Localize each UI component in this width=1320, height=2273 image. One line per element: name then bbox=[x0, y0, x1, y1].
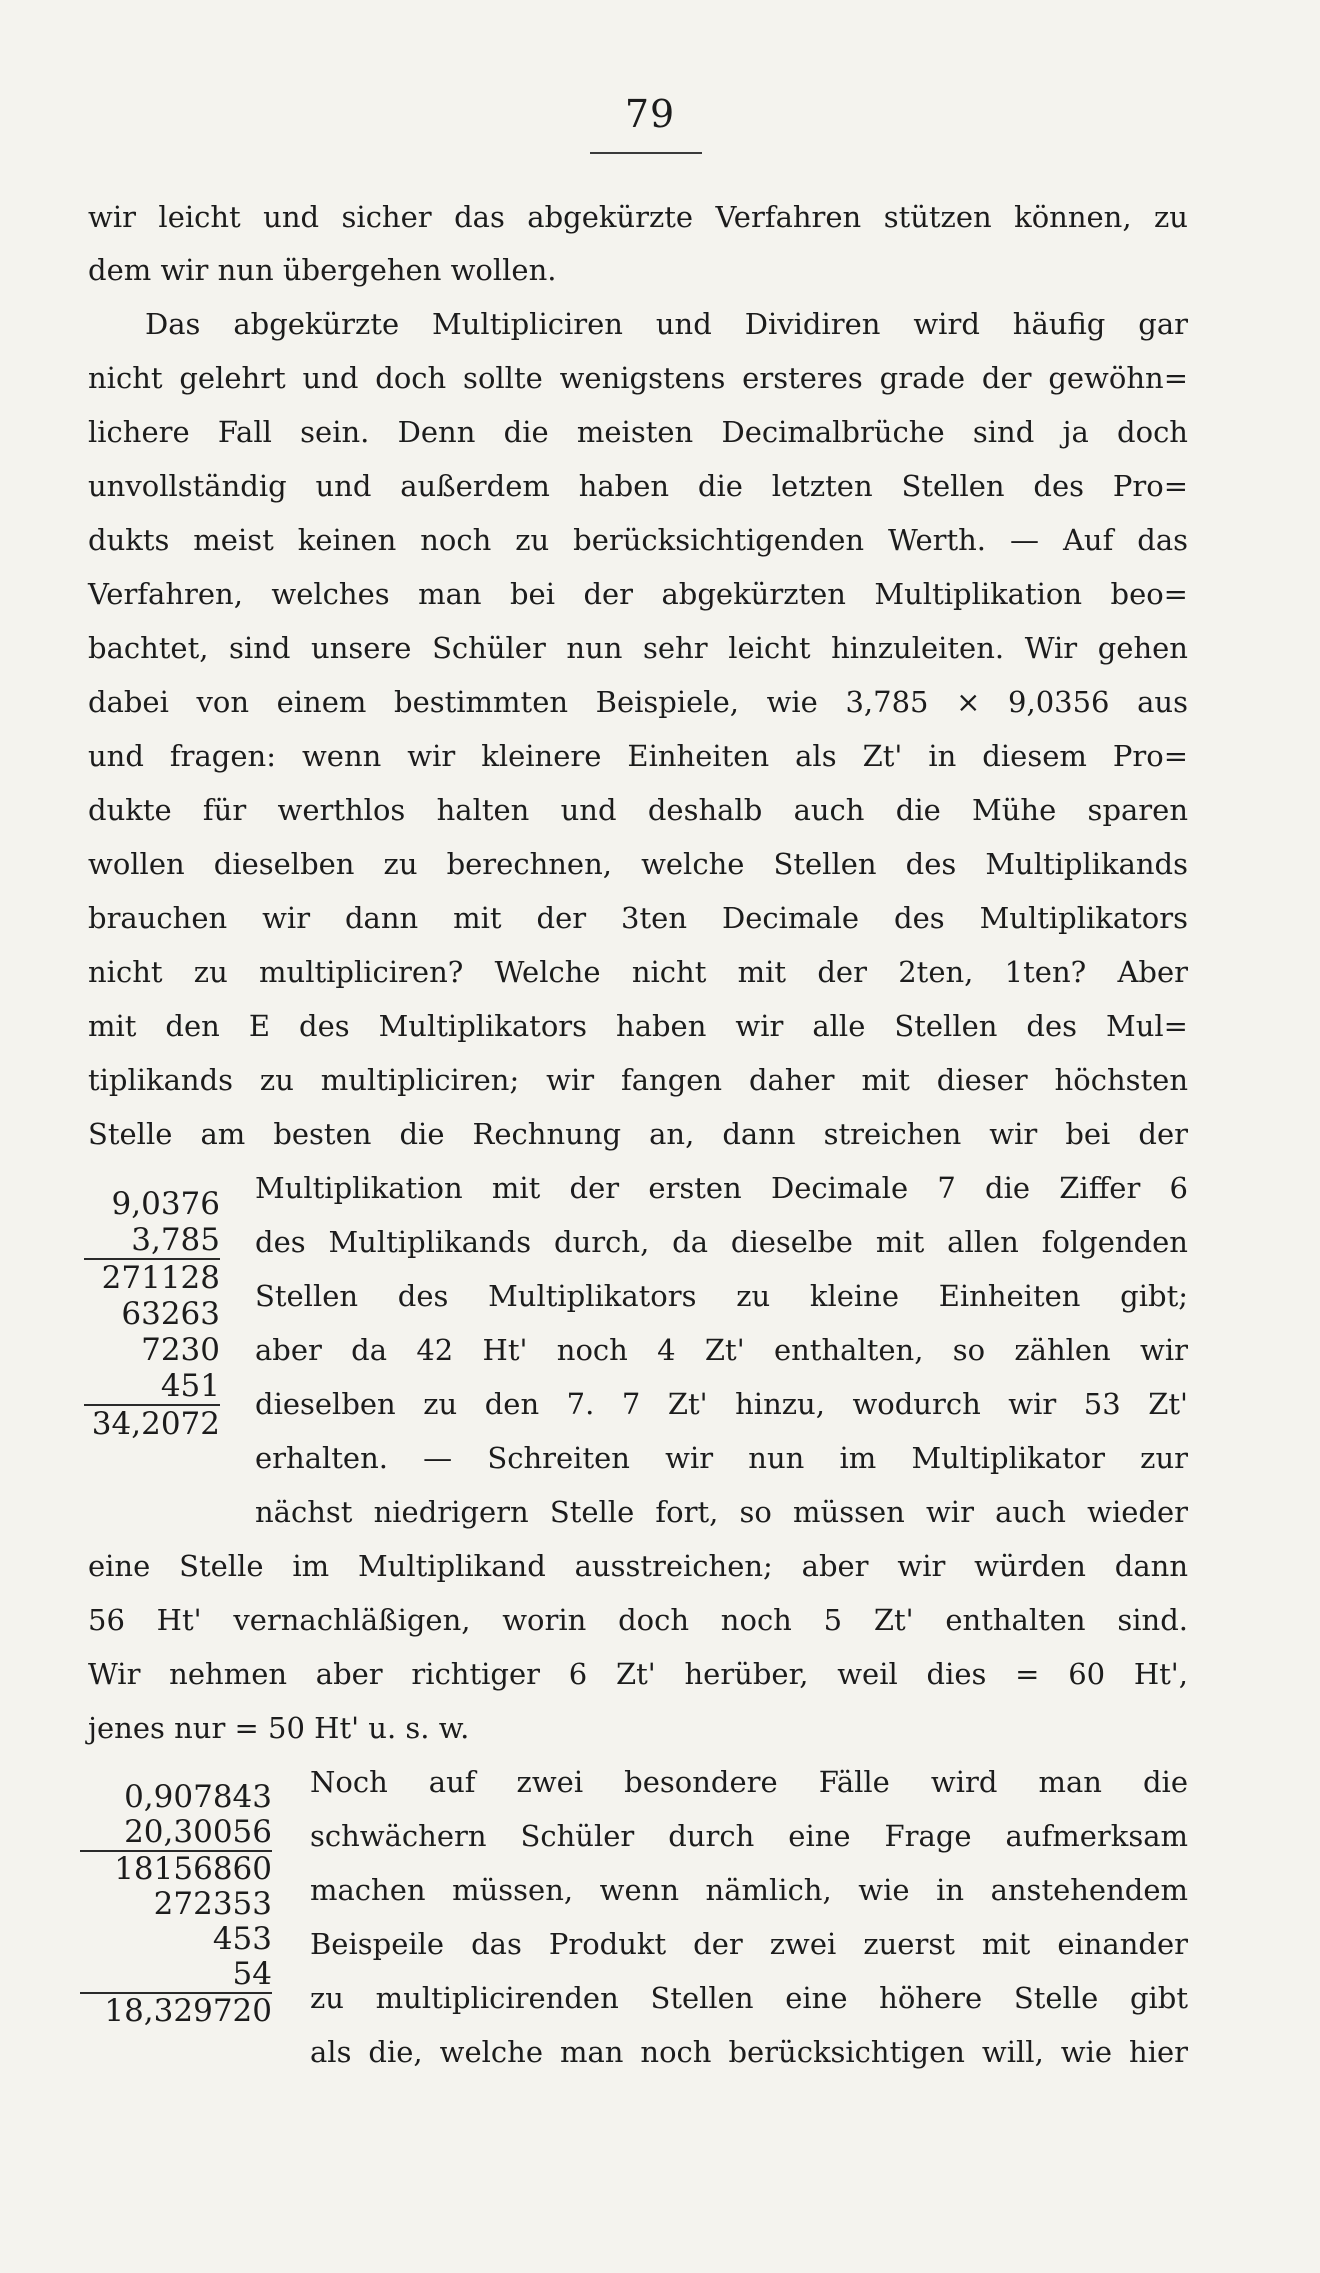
multiplication-example-2 bbox=[80, 1780, 272, 2029]
calc-row: 271128 bbox=[101, 1260, 220, 1296]
text-line: Verfahren, welches man bei der abgekürzten Multiplikation beo= bbox=[88, 577, 1188, 611]
calc-row: 20,30056 bbox=[80, 1815, 272, 1852]
text-line: jenes nur = 50 Ht' u. s. w. bbox=[88, 1711, 470, 1745]
text-line: Multiplikation mit der ersten Decimale 7 die Ziffer 6 bbox=[255, 1171, 1188, 1205]
header-rule bbox=[590, 152, 702, 154]
calc-result: 18,329720 bbox=[104, 1993, 272, 2029]
text-line: erhalten. — Schreiten wir nun im Multiplikator zur bbox=[255, 1441, 1188, 1475]
text-line: brauchen wir dann mit der 3ten Decimale des Multiplikators bbox=[88, 901, 1188, 935]
text-line: schwächern Schüler durch eine Frage aufmerksam bbox=[310, 1819, 1188, 1853]
text-line: Noch auf zwei besondere Fälle wird man die bbox=[310, 1765, 1188, 1799]
text-line: machen müssen, wenn nämlich, wie in anstehendem bbox=[310, 1873, 1188, 1907]
text-line: und fragen: wenn wir kleinere Einheiten als Zt' in diesem Pro= bbox=[88, 739, 1188, 773]
text-line: eine Stelle im Multiplikand ausstreichen; aber wir würden dann bbox=[88, 1549, 1188, 1583]
multiplication-example-1 bbox=[84, 1186, 220, 1442]
text-line: wir leicht und sicher das abgekürzte Verfahren stützen können, zu bbox=[88, 200, 1188, 234]
text-line: bachtet, sind unsere Schüler nun sehr leicht hinzuleiten. Wir gehen bbox=[88, 631, 1188, 665]
text-line: des Multiplikands durch, da dieselbe mit allen folgenden bbox=[255, 1225, 1188, 1259]
calc-row: 54 bbox=[80, 1957, 272, 1994]
text-line: unvollständig und außerdem haben die letzten Stellen des Pro= bbox=[88, 469, 1188, 503]
text-line: dem wir nun übergehen wollen. bbox=[88, 253, 557, 287]
calc-row: 3,785 bbox=[84, 1222, 220, 1260]
text-line: Stellen des Multiplikators zu kleine Einheiten gibt; bbox=[255, 1279, 1188, 1313]
calc-row: 63263 bbox=[121, 1296, 220, 1332]
calc-row: 0,907843 bbox=[124, 1779, 272, 1815]
calc-row: 18156860 bbox=[114, 1851, 272, 1887]
calc-row: 9,0376 bbox=[111, 1186, 220, 1222]
text-line: aber da 42 Ht' noch 4 Zt' enthalten, so zählen wir bbox=[255, 1333, 1188, 1367]
calc-result: 34,2072 bbox=[91, 1406, 220, 1442]
calc-row: 453 bbox=[212, 1921, 272, 1957]
calc-row: 7230 bbox=[141, 1332, 220, 1368]
text-line: mit den E des Multiplikators haben wir alle Stellen des Mul= bbox=[88, 1009, 1188, 1043]
page-number: 79 bbox=[624, 92, 676, 136]
text-line: nicht gelehrt und doch sollte wenigstens ersteres grade der gewöhn= bbox=[88, 361, 1188, 395]
text-line: Stelle am besten die Rechnung an, dann streichen wir bei der bbox=[88, 1117, 1188, 1151]
text-line: nicht zu multipliciren? Welche nicht mit der 2ten, 1ten? Aber bbox=[88, 955, 1188, 989]
text-line: tiplikands zu multipliciren; wir fangen daher mit dieser höchsten bbox=[88, 1063, 1188, 1097]
text-line: zu multiplicirenden Stellen eine höhere Stelle gibt bbox=[310, 1981, 1188, 2015]
calc-row: 451 bbox=[84, 1368, 220, 1406]
text-line: Beispeile das Produkt der zwei zuerst mit einander bbox=[310, 1927, 1188, 1961]
text-line: 56 Ht' vernachläßigen, worin doch noch 5 Zt' enthalten sind. bbox=[88, 1603, 1188, 1637]
text-line: Das abgekürzte Multipliciren und Dividiren wird häufig gar bbox=[145, 307, 1188, 341]
text-line: lichere Fall sein. Denn die meisten Decimalbrüche sind ja doch bbox=[88, 415, 1188, 449]
text-line: wollen dieselben zu berechnen, welche Stellen des Multiplikands bbox=[88, 847, 1188, 881]
text-line: dukte für werthlos halten und deshalb auch die Mühe sparen bbox=[88, 793, 1188, 827]
text-line: dieselben zu den 7. 7 Zt' hinzu, wodurch wir 53 Zt' bbox=[255, 1387, 1188, 1421]
text-line: nächst niedrigern Stelle fort, so müssen wir auch wieder bbox=[255, 1495, 1188, 1529]
text-line: Wir nehmen aber richtiger 6 Zt' herüber, weil dies = 60 Ht', bbox=[88, 1657, 1188, 1691]
calc-row: 272353 bbox=[153, 1886, 272, 1922]
text-line: dabei von einem bestimmten Beispiele, wie 3,785 × 9,0356 aus bbox=[88, 685, 1188, 719]
text-line: als die, welche man noch berücksichtigen will, wie hier bbox=[310, 2035, 1188, 2069]
text-line: dukts meist keinen noch zu berücksichtigenden Werth. — Auf das bbox=[88, 523, 1188, 557]
